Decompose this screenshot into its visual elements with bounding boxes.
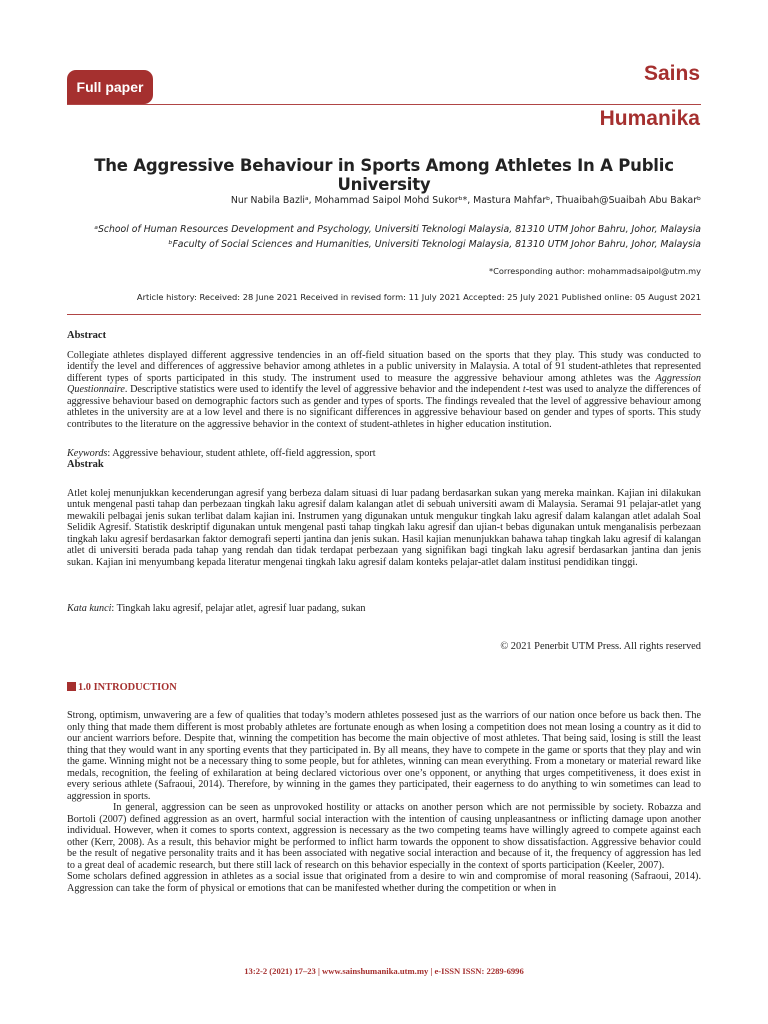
article-history: Article history: Received: 28 June 2021 Received in revised form: 11 July 2021 Accepted: 25 July 2021 Published online: 05 August 2021 xyxy=(136,292,701,302)
intro-paragraph-1: Strong, optimism, unwavering are a few of qualities that today’s modern athletes possesed just as the warriors of our nation once before us back then. The only thing that made them different is most probably athletes are fortunate enough as when losing a competition does not mean losing a country as it did to our ancient warriors before. Despite that, winning the competition has become the main objective of most athletes. That being said, losing is still the least thing that they would want in any sporting events that they participated in. By all means, they have to compete in the game or sports that they play and win the game. Winning might not be a necessary thing to some people, but for athletes, winning can mean everything. From a monetary or material reward like medals, recognition, the feeling of exhilaration at being declared victorious over one’s opponent, or anything that urges competitiveness, it does exist in every serious athlete (Safraoui, 2014). Therefore, by winning in the games they participated, their eagerness to do anything to win sometimes can lead to aggression in sports. xyxy=(67,710,701,802)
header-rule xyxy=(67,104,701,105)
section-marker-icon xyxy=(67,682,76,691)
abstract-section xyxy=(67,330,701,430)
intro-paragraph-3: Some scholars defined aggression in athletes as a social issue that originated from a desire to win and compromise of moral reasoning (Safraoui, 2014). Aggression can take the form of physical or emotions that can be manifested whether during the competition or when in xyxy=(67,871,701,894)
kata-kunci-line: Kata kunci: Tingkah laku agresif, pelajar atlet, agresif luar padang, sukan xyxy=(67,603,366,614)
abstrak-heading: Abstrak xyxy=(67,459,104,470)
affiliation-a: ᵃSchool of Human Resources Development and Psychology, Universiti Teknologi Malaysia, 81310 UTM Johor Bahru, Johor, Malaysia xyxy=(94,224,701,235)
abstract-text: Collegiate athletes displayed different aggressive tendencies in an off-field situation based on the sports that they play. This study was conducted to identify the level and differences of aggressive behavior among athletes in a public university in Malaysia. A total of 91 student-athletes that represented different types of sports participated in this study. The instrument used to measure the aggressive behaviour among athletes was the Aggression Questionnaire. Descriptive statistics were used to identify the level of aggressive behavior and the independent t-test was used to analyze the differences of aggressive behaviour based on demographic factors such as gender and types of sports. The findings revealed that the level of aggressive behaviour among athletes in the university are at a low level and there is no significant differences in aggressive behaviour based on gender and types of sports. This study contributes to the literature on the aggressive behavior in the context of student-athletes in higher education institution. xyxy=(67,349,701,430)
keywords-line: Keywords: Aggressive behaviour, student athlete, off-field aggression, sport xyxy=(67,448,376,459)
journal-name-humanika: Humanika xyxy=(599,107,700,130)
corresponding-author: *Corresponding author: mohammadsaipol@utm.my xyxy=(489,266,701,276)
copyright-notice: © 2021 Penerbit UTM Press. All rights reserved xyxy=(500,641,701,652)
affiliation-b: ᵇFaculty of Social Sciences and Humanities, Universiti Teknologi Malaysia, 81310 UTM Johor Bahru, Johor, Malaysia xyxy=(168,239,701,250)
intro-paragraph-2: In general, aggression can be seen as unprovoked hostility or attacks on another person which are not permissible by society. Robazza and Bortoli (2007) defined aggression as an overt, harmful social interaction with the intention of causing unpleasantness or inflicting damage upon another individual. However, when it comes to sports context, aggression is necessary as the two competing teams have willingly agreed to compete against each other (Kerr, 2008). As a result, this behavior might be performed to inflict harm towards the opponent to show dissatisfaction. Aggressive behavior could be the result of negative personality traits and it has been associated with negative social interaction and because of it, the frequency of aggression has led to a great deal of academic research, but there still lack of research on this behavior especially in the context of sports participation (Keeler, 2007). xyxy=(67,802,701,871)
page-footer: 13:2-2 (2021) 17–23 | www.sainshumanika.utm.my | e-ISSN ISSN: 2289-6996 xyxy=(244,966,524,976)
abstrak-section xyxy=(67,459,701,568)
journal-name-sains: Sains xyxy=(643,62,700,85)
history-rule xyxy=(67,314,701,315)
abstrak-text: Atlet kolej menunjukkan kecenderungan agresif yang berbeza dalam situasi di luar padang berdasarkan sukan yang mereka mainkan. Kajian ini dilakukan untuk mengenal pasti tahap dan perbezaan tingkah laku agresif dalam kalangan atlet di sebuah universiti awam di Malaysia. Seramai 91 pelajar-atlet yang mewakili pelbagai jenis sukan terlibat dalam kajian ini. Instrumen yang digunakan untuk mengukur tingkah laku agresif dalam kalangan atlet adalah Soal Selidik Agresif. Statistik deskriptif digunakan untuk mengenal pasti tahap tingkah laku agresif dan ujian-t bebas digunakan untuk menganalisis perbezaan tingkah laku agresif berdasarkan faktor demografi seperti jantina dan jenis sukan. Hasil kajian menunjukkan bahawa tahap tingkah laku agresif di kalangan atlet di universiti berada pada tahap yang rendah dan tidak terdapat perbezaan yang signifikan bagi tingkah laku agresif berdasarkan jantina dan jenis sukan. Kajian ini menyumbang kepada literatur mengenai tingkah laku agresif dalam konteks pelajar-atlet dalam institusi pendidikan tinggi. xyxy=(67,487,701,568)
introduction-body xyxy=(67,710,701,894)
abstract-heading: Abstract xyxy=(67,330,107,341)
paper-title: The Aggressive Behaviour in Sports Among Athletes In A Public University xyxy=(94,156,674,194)
introduction-heading: 1.0 INTRODUCTION xyxy=(67,682,177,693)
full-paper-badge: Full paper xyxy=(67,70,153,104)
author-list: Nur Nabila Bazliᵃ, Mohammad Saipol Mohd Sukorᵇ*, Mastura Mahfarᵇ, Thuaibah@Suaibah Abu Bakarᵇ xyxy=(230,195,701,206)
